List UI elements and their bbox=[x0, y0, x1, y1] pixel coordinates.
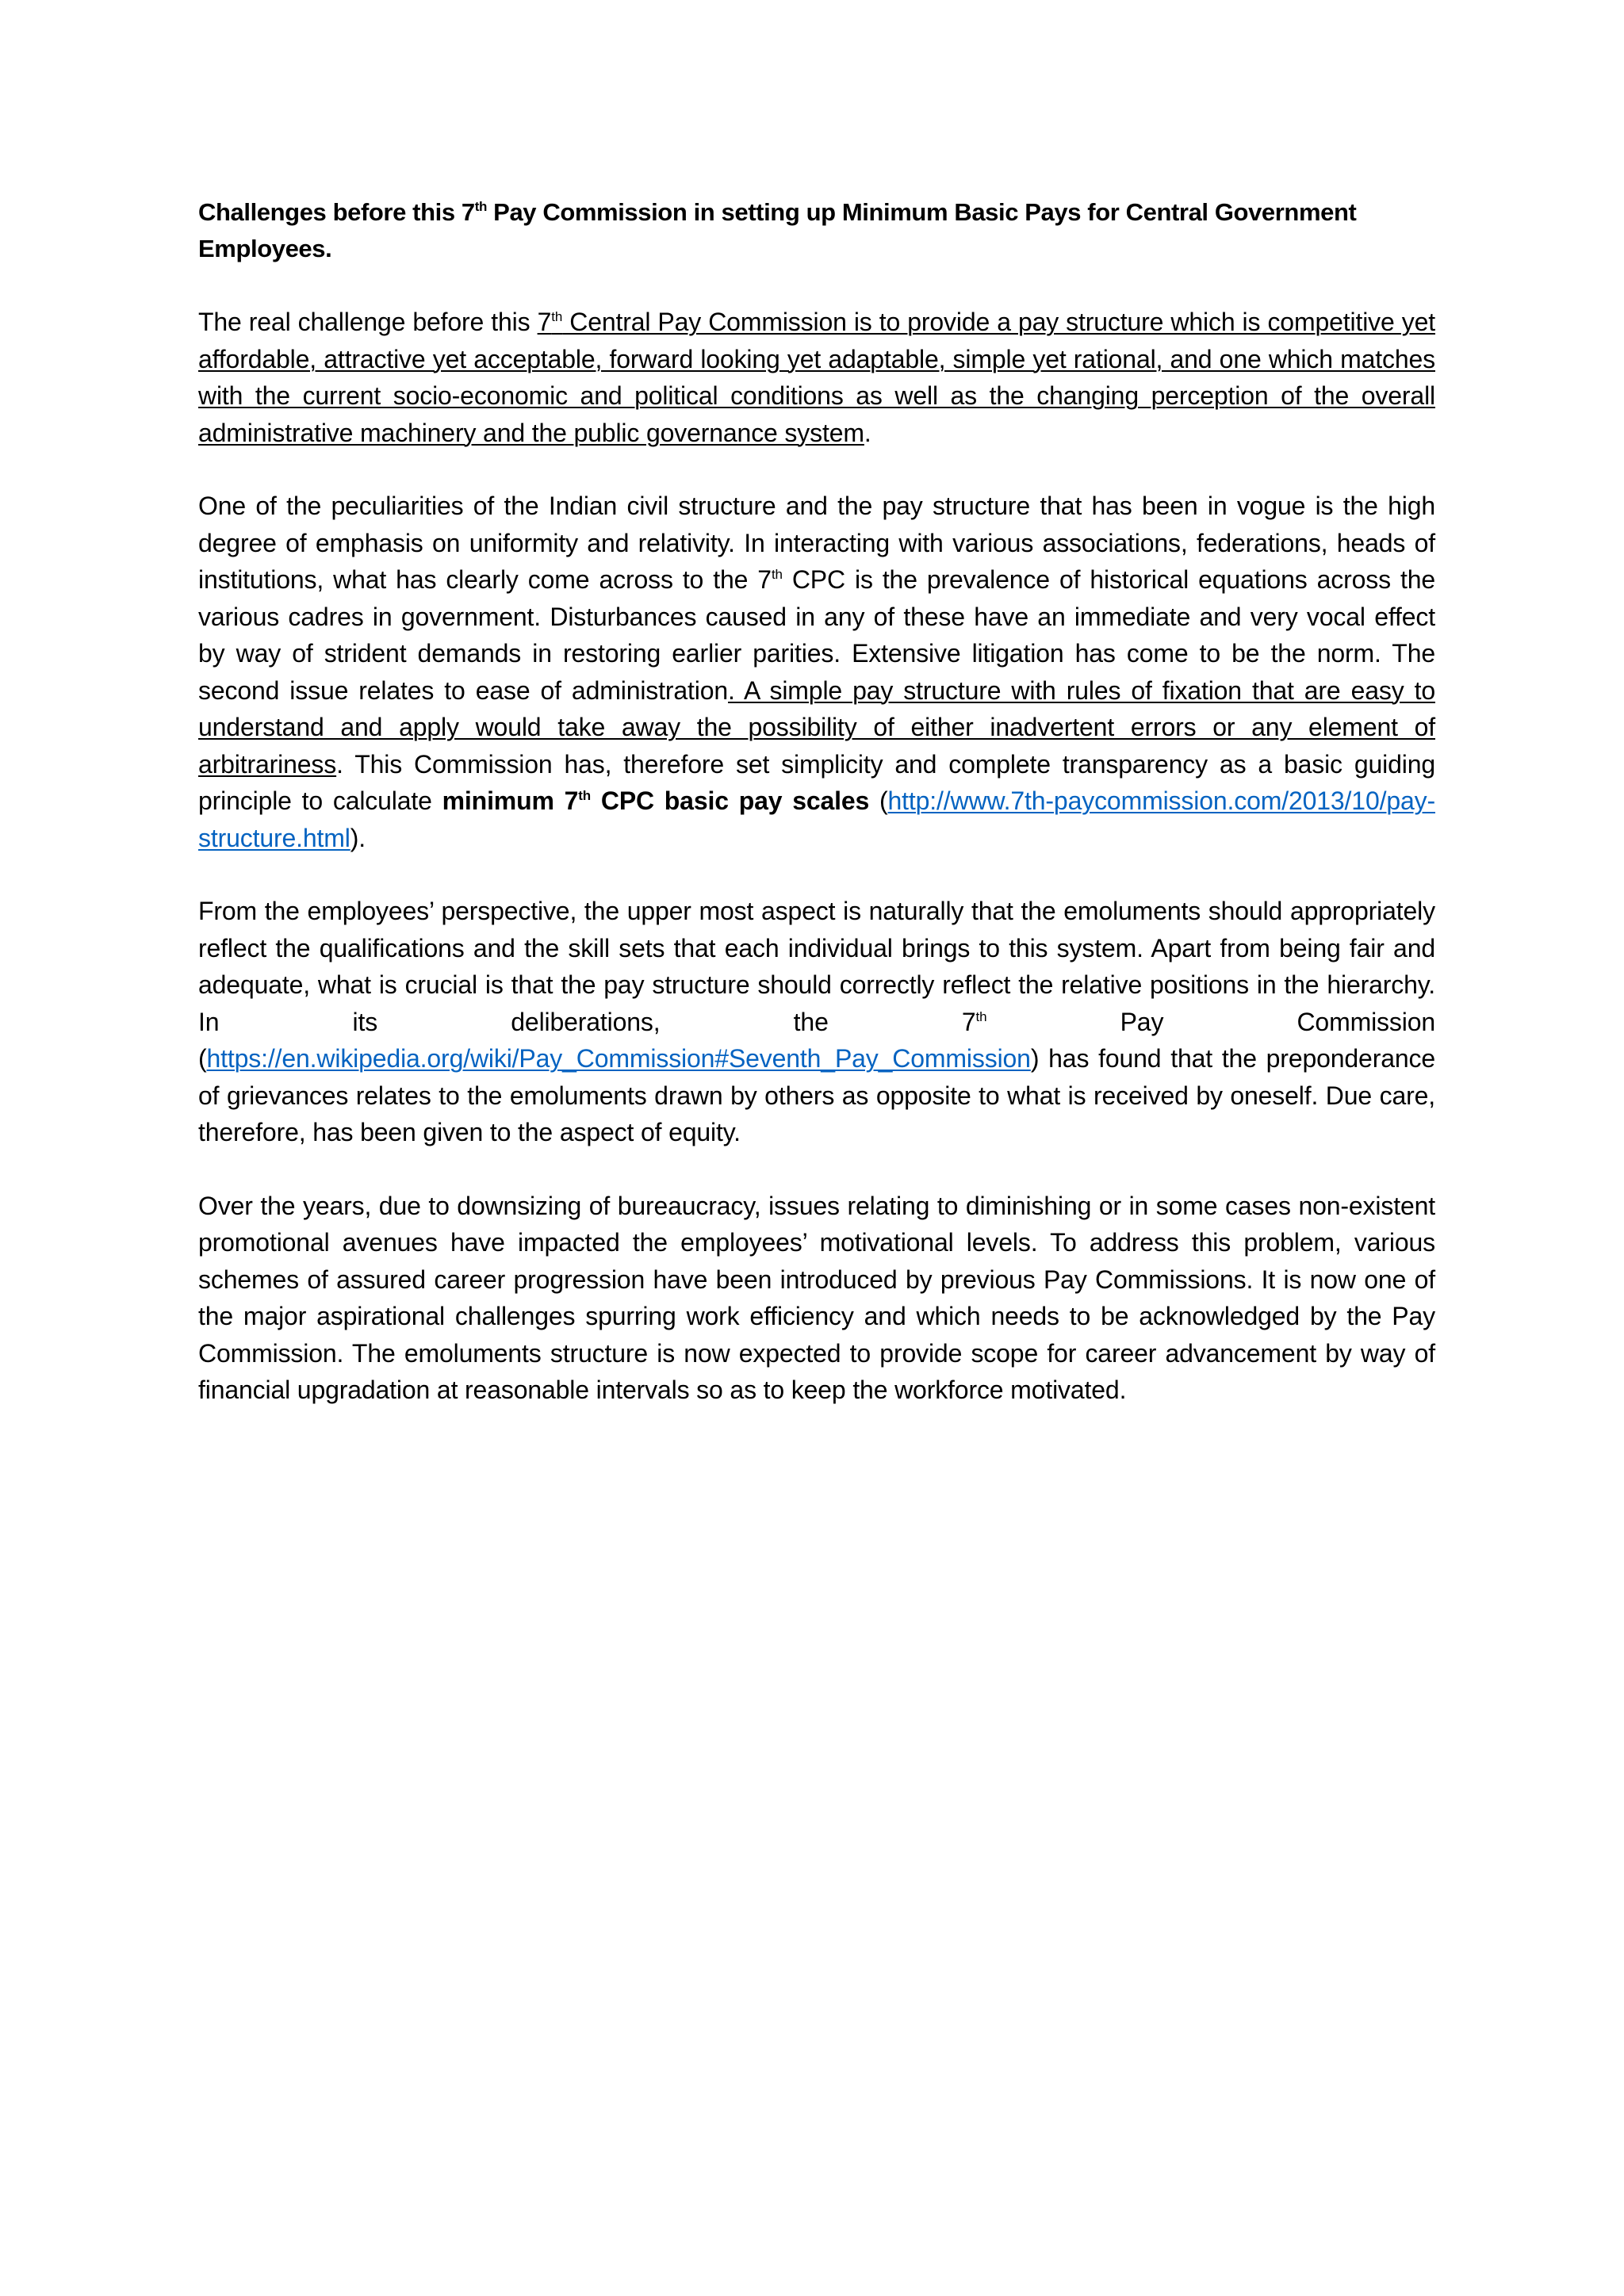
p2-underlined-text: . A simple pay structure with rules of fixation that are easy to understand and apply would take away the possibility of either inadvertent errors or any element of arbitrariness bbox=[198, 675, 1435, 779]
p2-text-e: ). bbox=[350, 823, 366, 852]
p2-ordinal-suffix: th bbox=[771, 567, 783, 582]
p1-intro-text: The real challenge before this bbox=[198, 308, 538, 336]
document-body bbox=[198, 194, 1435, 1445]
p3-text-c: ) has found that the preponderance of grievances relates to the emoluments drawn by others as opposite to what is received by oneself. Due care, therefore, has been given to the aspect of equity. bbox=[198, 1044, 1435, 1146]
p3-text-b: Pay Commission ( bbox=[198, 1007, 1435, 1073]
wikipedia-pay-commission-link[interactable]: https://en.wikipedia.org/wiki/Pay_Commission#Seventh_Pay_Commission bbox=[206, 1044, 1031, 1073]
title-text-part2: Pay Commission in setting up Minimum Basic Pays for Central Government Employees. bbox=[198, 198, 1357, 262]
p2-bold-phrase bbox=[442, 786, 870, 815]
p2-bold-text-2: CPC basic pay scales bbox=[591, 786, 870, 815]
p1-ordinal-number: 7 bbox=[537, 308, 552, 336]
title-text-part1: Challenges before this 7 bbox=[198, 198, 475, 226]
pay-structure-link[interactable]: http://www.7th-paycommission.com/2013/10/pay-structure.html bbox=[198, 786, 1435, 852]
document-title bbox=[198, 194, 1435, 267]
p2-text-c: . This Commission has, therefore set simplicity and complete transparency as a basic guiding principle to calculate bbox=[198, 749, 1435, 815]
paragraph-peculiarities bbox=[198, 488, 1435, 856]
p2-bold-text-1: minimum 7 bbox=[442, 786, 579, 815]
p1-end-punctuation: . bbox=[864, 418, 871, 447]
p1-ordinal-suffix: th bbox=[551, 309, 563, 324]
p2-bold-ordinal-suffix: th bbox=[578, 788, 592, 803]
paragraph-employees-perspective bbox=[198, 893, 1435, 1151]
p2-text-d: ( bbox=[869, 786, 888, 815]
title-ordinal-suffix: th bbox=[474, 199, 487, 214]
paragraph-over-the-years bbox=[198, 1188, 1435, 1409]
p3-text-a: From the employees’ perspective, the upper most aspect is naturally that the emoluments should appropriately reflect the qualifications and the skill sets that each individual brings to this system. Apart from being fair and adequate, what is crucial is that the pay structure should correctly reflect the relative positions in the hierarchy. In its deliberations, the 7 bbox=[198, 897, 1435, 1036]
p2-text-a: One of the peculiarities of the Indian civil structure and the pay structure that has been in vogue is the high degree of emphasis on uniformity and relativity. In interacting with various associations, federations, heads of institutions, what has clearly come across to the 7 bbox=[198, 492, 1435, 594]
p1-underlined-text: Central Pay Commission is to provide a pay structure which is competitive yet affordable, attractive yet acceptable, forward looking yet adaptable, simple yet rational, and one which matches with the current socio-economic and political conditions as well as the changing perception of the overall administrative machinery and the public governance system bbox=[198, 308, 1435, 447]
paragraph-real-challenge bbox=[198, 304, 1435, 451]
p4-text: Over the years, due to downsizing of bureaucracy, issues relating to diminishing or in some cases non-existent promotional avenues have impacted the employees’ motivational levels. To address this problem, various schemes of assured career progression have been introduced by previous Pay Commissions. It is now one of the major aspirational challenges spurring work efficiency and which needs to be acknowledged by the Pay Commission. The emoluments structure is now expected to provide scope for career advancement by way of financial upgradation at reasonable intervals so as to keep the workforce motivated. bbox=[198, 1191, 1435, 1404]
p2-text-b: CPC is the prevalence of historical equations across the various cadres in government. Disturbances caused in any of these have an immediate and very vocal effect by way of strident demands in restoring earlier parities. Extensive litigation has come to be the norm. The second issue relates to ease of administration bbox=[198, 565, 1435, 705]
p3-ordinal-suffix: th bbox=[975, 1008, 987, 1024]
